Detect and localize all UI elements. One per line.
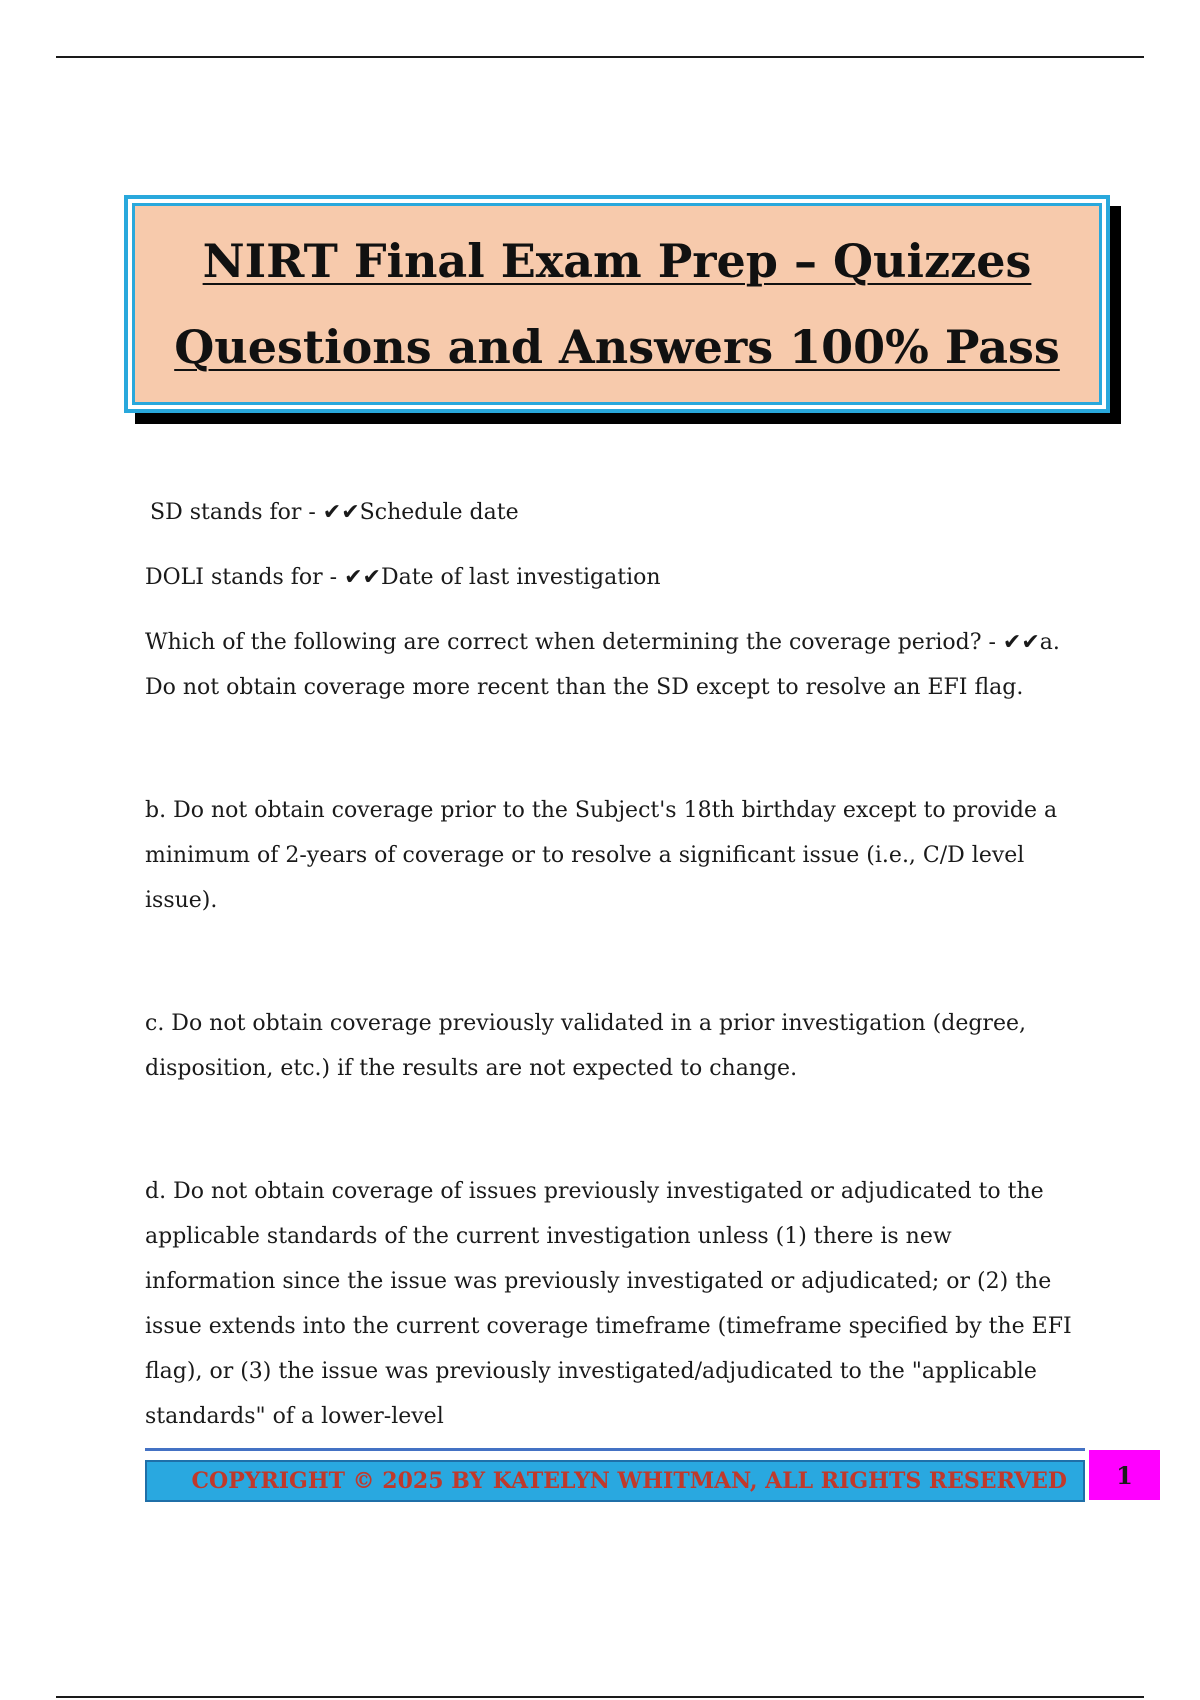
page-number-badge bbox=[1089, 1450, 1160, 1500]
qa-doli: DOLI stands for - ✔✔Date of last investigation bbox=[145, 565, 661, 590]
page-number: 1 bbox=[1116, 1460, 1133, 1490]
copyright-notice: COPYRIGHT © 2025 BY KATELYN WHITMAN, ALL RIGHTS RESERVED bbox=[191, 1468, 1067, 1494]
document-title-line-2: Questions and Answers 100% Pass bbox=[174, 320, 1060, 374]
qa-coverage-period: Which of the following are correct when determining the coverage period? - ✔✔a. Do not obtain coverage more recent than the SD except to resolve an EFI flag. bbox=[145, 630, 1060, 700]
option-d: d. Do not obtain coverage of issues previously investigated or adjudicated to the applicable standards of the current investigation unless (1) there is new information since the issue was previously investigated or adjudicated; or (2) the issue extends into the current coverage timeframe (timeframe specified by the EFI flag), or (3) the issue was previously investigated/adjudicated to the "applicable standards" of a lower-level bbox=[145, 1179, 1072, 1429]
document-title-line-1: NIRT Final Exam Prep – Quizzes bbox=[202, 234, 1032, 288]
top-rule bbox=[56, 56, 1144, 58]
footer-rule bbox=[145, 1448, 1085, 1451]
qa-sd: SD stands for - ✔✔Schedule date bbox=[150, 500, 519, 525]
document-body bbox=[145, 490, 1085, 1439]
title-box-inner bbox=[132, 203, 1102, 405]
bottom-rule bbox=[56, 1696, 1144, 1698]
option-b: b. Do not obtain coverage prior to the Subject's 18th birthday except to provide a minimum of 2-years of coverage or to resolve a significant issue (i.e., C/D level issue). bbox=[145, 798, 1058, 913]
option-c: c. Do not obtain coverage previously validated in a prior investigation (degree, disposition, etc.) if the results are not expected to change. bbox=[145, 1011, 1026, 1081]
footer-bar bbox=[145, 1460, 1085, 1502]
title-box bbox=[124, 195, 1110, 413]
